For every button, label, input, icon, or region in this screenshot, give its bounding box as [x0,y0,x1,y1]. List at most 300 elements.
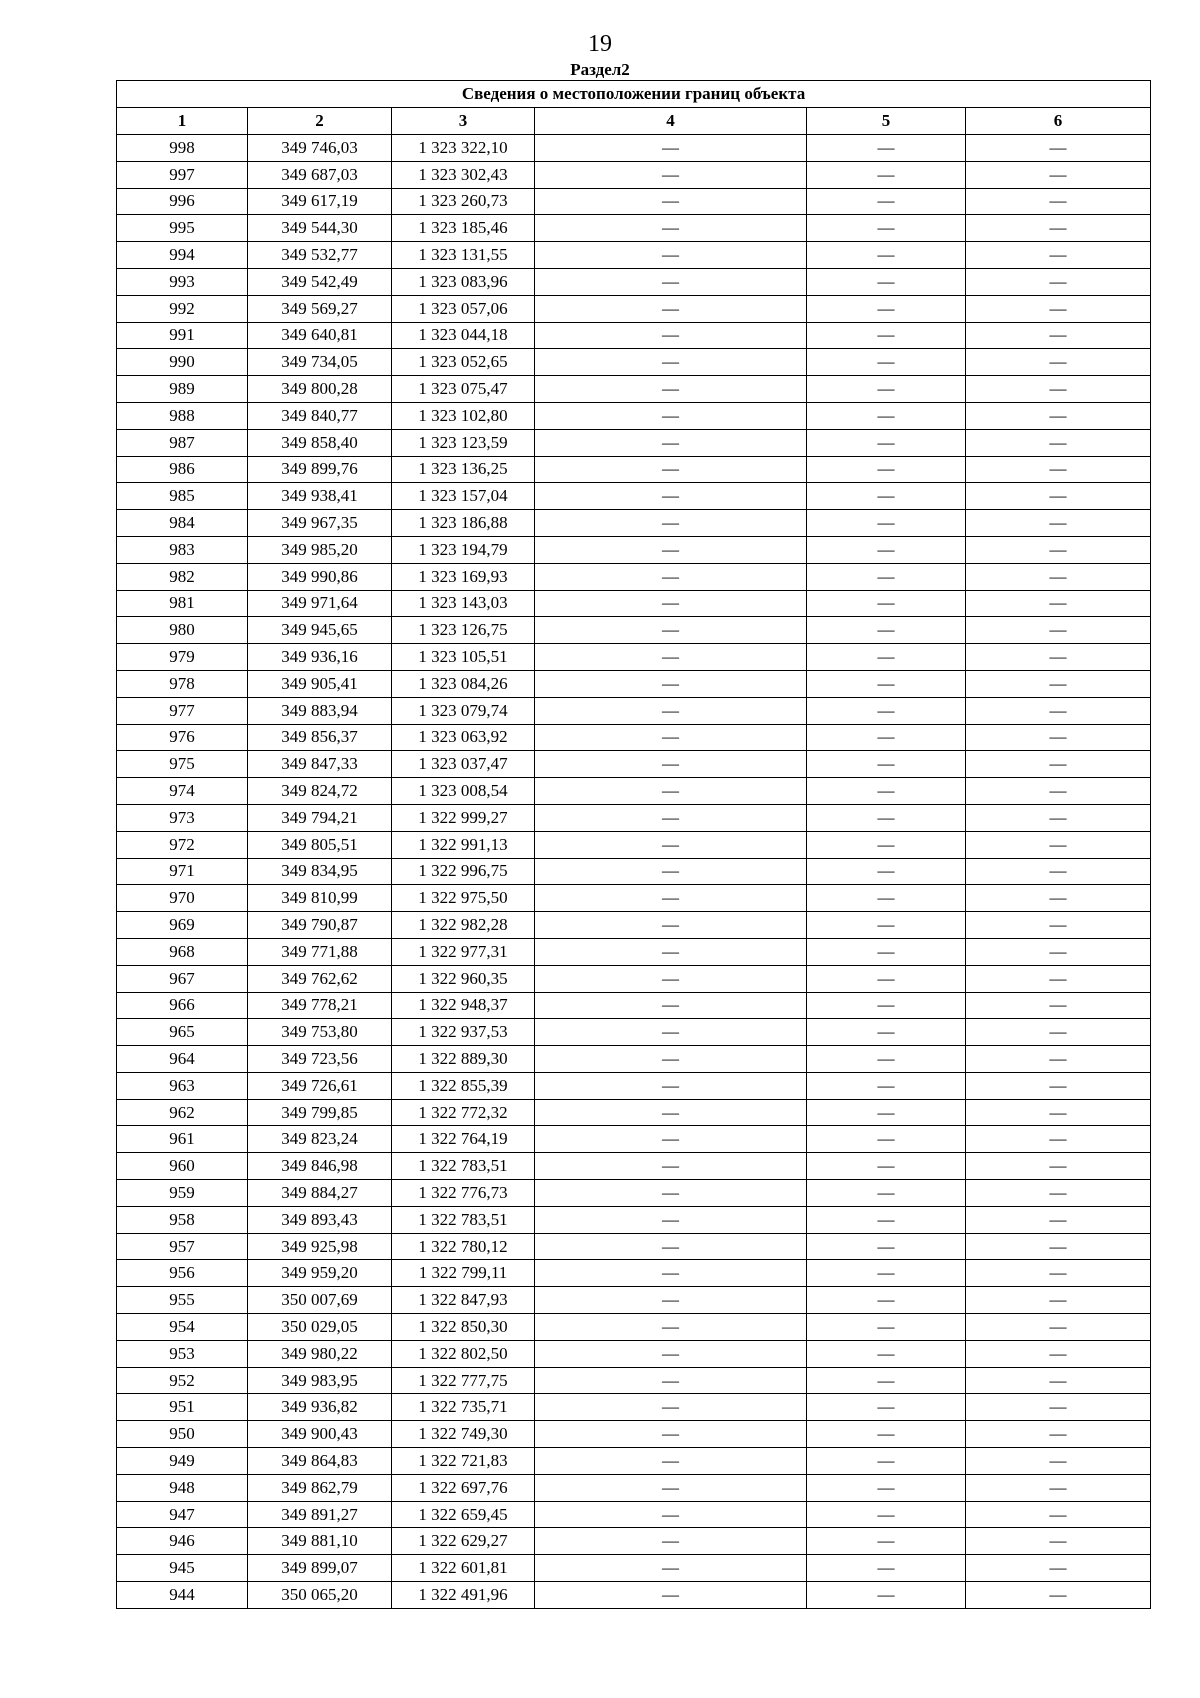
column-5-cell: — [807,295,966,322]
column-6-cell: — [966,242,1151,269]
column-6-cell: — [966,402,1151,429]
table-row [117,483,1151,510]
y-coordinate-cell: 1 322 996,75 [392,858,535,885]
point-number-cell: 997 [117,161,248,188]
y-coordinate-cell: 1 323 123,59 [392,429,535,456]
column-6-cell: — [966,322,1151,349]
x-coordinate-cell: 349 971,64 [248,590,392,617]
table-row [117,268,1151,295]
column-4-cell: — [535,751,807,778]
column-4-cell: — [535,617,807,644]
column-number-row [117,108,1151,135]
column-4-cell: — [535,268,807,295]
column-6-cell: — [966,590,1151,617]
table-row [117,992,1151,1019]
x-coordinate-cell: 349 980,22 [248,1340,392,1367]
column-number: 2 [248,108,392,135]
table-row [117,1180,1151,1207]
column-5-cell: — [807,1555,966,1582]
x-coordinate-cell: 349 847,33 [248,751,392,778]
table-row [117,349,1151,376]
column-5-cell: — [807,456,966,483]
column-number: 6 [966,108,1151,135]
column-4-cell: — [535,161,807,188]
table-title: Сведения о местоположении границ объекта [117,81,1151,108]
column-5-cell: — [807,751,966,778]
column-4-cell: — [535,295,807,322]
column-6-cell: — [966,912,1151,939]
point-number-cell: 971 [117,858,248,885]
x-coordinate-cell: 349 936,16 [248,644,392,671]
table-row [117,1233,1151,1260]
point-number-cell: 968 [117,938,248,965]
column-6-cell: — [966,510,1151,537]
column-6-cell: — [966,563,1151,590]
section-label: Раздел2 [570,60,630,79]
y-coordinate-cell: 1 322 783,51 [392,1153,535,1180]
column-6-cell: — [966,349,1151,376]
column-6-cell: — [966,617,1151,644]
column-4-cell: — [535,188,807,215]
y-coordinate-cell: 1 322 749,30 [392,1421,535,1448]
column-5-cell: — [807,1582,966,1609]
x-coordinate-cell: 349 640,81 [248,322,392,349]
column-6-cell: — [966,1126,1151,1153]
column-4-cell: — [535,1582,807,1609]
column-6-cell: — [966,135,1151,162]
column-6-cell: — [966,161,1151,188]
point-number-cell: 994 [117,242,248,269]
point-number-cell: 947 [117,1501,248,1528]
point-number-cell: 990 [117,349,248,376]
point-number-cell: 986 [117,456,248,483]
table-row [117,885,1151,912]
column-5-cell: — [807,590,966,617]
y-coordinate-cell: 1 323 075,47 [392,376,535,403]
column-6-cell: — [966,1287,1151,1314]
point-number-cell: 960 [117,1153,248,1180]
table-row [117,510,1151,537]
column-6-cell: — [966,778,1151,805]
point-number-cell: 985 [117,483,248,510]
table-row [117,402,1151,429]
table-row [117,938,1151,965]
x-coordinate-cell: 349 687,03 [248,161,392,188]
column-5-cell: — [807,188,966,215]
x-coordinate-cell: 349 905,41 [248,670,392,697]
x-coordinate-cell: 349 762,62 [248,965,392,992]
column-4-cell: — [535,1180,807,1207]
y-coordinate-cell: 1 323 044,18 [392,322,535,349]
point-number-cell: 974 [117,778,248,805]
column-5-cell: — [807,1421,966,1448]
column-5-cell: — [807,644,966,671]
table-row [117,1126,1151,1153]
point-number-cell: 978 [117,670,248,697]
column-5-cell: — [807,912,966,939]
column-5-cell: — [807,1206,966,1233]
y-coordinate-cell: 1 323 186,88 [392,510,535,537]
x-coordinate-cell: 349 805,51 [248,831,392,858]
column-6-cell: — [966,215,1151,242]
column-4-cell: — [535,1019,807,1046]
table-row [117,831,1151,858]
column-4-cell: — [535,349,807,376]
column-5-cell: — [807,1340,966,1367]
point-number-cell: 977 [117,697,248,724]
column-6-cell: — [966,992,1151,1019]
y-coordinate-cell: 1 322 850,30 [392,1314,535,1341]
point-number-cell: 981 [117,590,248,617]
column-5-cell: — [807,1394,966,1421]
column-6-cell: — [966,376,1151,403]
column-4-cell: — [535,135,807,162]
column-6-cell: — [966,804,1151,831]
column-6-cell: — [966,1233,1151,1260]
column-6-cell: — [966,1582,1151,1609]
column-5-cell: — [807,617,966,644]
table-row [117,644,1151,671]
point-number-cell: 989 [117,376,248,403]
point-number-cell: 991 [117,322,248,349]
column-5-cell: — [807,938,966,965]
column-4-cell: — [535,912,807,939]
y-coordinate-cell: 1 322 772,32 [392,1099,535,1126]
column-4-cell: — [535,402,807,429]
table-row [117,778,1151,805]
column-6-cell: — [966,1099,1151,1126]
column-5-cell: — [807,510,966,537]
y-coordinate-cell: 1 323 008,54 [392,778,535,805]
x-coordinate-cell: 349 936,82 [248,1394,392,1421]
point-number-cell: 964 [117,1046,248,1073]
column-4-cell: — [535,1099,807,1126]
column-6-cell: — [966,1260,1151,1287]
point-number-cell: 975 [117,751,248,778]
column-5-cell: — [807,1474,966,1501]
x-coordinate-cell: 349 834,95 [248,858,392,885]
x-coordinate-cell: 350 065,20 [248,1582,392,1609]
column-number: 5 [807,108,966,135]
column-5-cell: — [807,1448,966,1475]
point-number-cell: 972 [117,831,248,858]
point-number-cell: 966 [117,992,248,1019]
column-4-cell: — [535,644,807,671]
y-coordinate-cell: 1 322 999,27 [392,804,535,831]
y-coordinate-cell: 1 323 057,06 [392,295,535,322]
table-row [117,1287,1151,1314]
column-6-cell: — [966,1528,1151,1555]
column-5-cell: — [807,429,966,456]
table-row [117,456,1151,483]
y-coordinate-cell: 1 323 143,03 [392,590,535,617]
column-number: 1 [117,108,248,135]
column-4-cell: — [535,1474,807,1501]
column-6-cell: — [966,831,1151,858]
column-4-cell: — [535,1126,807,1153]
table-row [117,188,1151,215]
x-coordinate-cell: 349 726,61 [248,1072,392,1099]
point-number-cell: 946 [117,1528,248,1555]
table-row [117,751,1151,778]
x-coordinate-cell: 349 967,35 [248,510,392,537]
column-5-cell: — [807,563,966,590]
column-5-cell: — [807,1260,966,1287]
table-row [117,804,1151,831]
table-row [117,1582,1151,1609]
table-row [117,295,1151,322]
boundary-coordinates-table [116,80,1151,1609]
column-6-cell: — [966,885,1151,912]
y-coordinate-cell: 1 322 764,19 [392,1126,535,1153]
column-4-cell: — [535,590,807,617]
point-number-cell: 957 [117,1233,248,1260]
column-6-cell: — [966,670,1151,697]
column-6-cell: — [966,1474,1151,1501]
y-coordinate-cell: 1 322 948,37 [392,992,535,1019]
column-5-cell: — [807,965,966,992]
point-number-cell: 949 [117,1448,248,1475]
y-coordinate-cell: 1 322 735,71 [392,1394,535,1421]
x-coordinate-cell: 349 753,80 [248,1019,392,1046]
table-row [117,1260,1151,1287]
column-6-cell: — [966,456,1151,483]
column-4-cell: — [535,1287,807,1314]
point-number-cell: 976 [117,724,248,751]
y-coordinate-cell: 1 322 491,96 [392,1582,535,1609]
point-number-cell: 980 [117,617,248,644]
point-number-cell: 984 [117,510,248,537]
column-4-cell: — [535,831,807,858]
column-4-cell: — [535,1260,807,1287]
x-coordinate-cell: 349 532,77 [248,242,392,269]
y-coordinate-cell: 1 322 780,12 [392,1233,535,1260]
y-coordinate-cell: 1 322 960,35 [392,965,535,992]
table-row [117,1153,1151,1180]
column-number: 3 [392,108,535,135]
column-6-cell: — [966,1019,1151,1046]
column-4-cell: — [535,1528,807,1555]
y-coordinate-cell: 1 322 659,45 [392,1501,535,1528]
column-6-cell: — [966,1421,1151,1448]
x-coordinate-cell: 349 771,88 [248,938,392,965]
x-coordinate-cell: 349 846,98 [248,1153,392,1180]
point-number-cell: 983 [117,536,248,563]
column-4-cell: — [535,1233,807,1260]
table-row [117,1474,1151,1501]
x-coordinate-cell: 350 007,69 [248,1287,392,1314]
y-coordinate-cell: 1 322 991,13 [392,831,535,858]
x-coordinate-cell: 349 945,65 [248,617,392,644]
x-coordinate-cell: 349 746,03 [248,135,392,162]
y-coordinate-cell: 1 322 847,93 [392,1287,535,1314]
y-coordinate-cell: 1 323 157,04 [392,483,535,510]
column-4-cell: — [535,563,807,590]
table-row [117,322,1151,349]
column-6-cell: — [966,697,1151,724]
x-coordinate-cell: 349 778,21 [248,992,392,1019]
column-5-cell: — [807,1180,966,1207]
point-number-cell: 992 [117,295,248,322]
table-row [117,697,1151,724]
point-number-cell: 967 [117,965,248,992]
column-6-cell: — [966,1555,1151,1582]
x-coordinate-cell: 349 899,07 [248,1555,392,1582]
point-number-cell: 993 [117,268,248,295]
table-row [117,376,1151,403]
y-coordinate-cell: 1 323 052,65 [392,349,535,376]
column-5-cell: — [807,885,966,912]
y-coordinate-cell: 1 323 105,51 [392,644,535,671]
y-coordinate-cell: 1 322 783,51 [392,1206,535,1233]
column-4-cell: — [535,858,807,885]
column-5-cell: — [807,1126,966,1153]
column-4-cell: — [535,456,807,483]
y-coordinate-cell: 1 322 629,27 [392,1528,535,1555]
point-number-cell: 979 [117,644,248,671]
y-coordinate-cell: 1 323 185,46 [392,215,535,242]
column-5-cell: — [807,1046,966,1073]
column-number: 4 [535,108,807,135]
column-5-cell: — [807,402,966,429]
column-6-cell: — [966,1314,1151,1341]
column-5-cell: — [807,536,966,563]
point-number-cell: 970 [117,885,248,912]
table-row [117,563,1151,590]
column-4-cell: — [535,938,807,965]
x-coordinate-cell: 349 983,95 [248,1367,392,1394]
x-coordinate-cell: 349 542,49 [248,268,392,295]
column-5-cell: — [807,1072,966,1099]
table-row [117,617,1151,644]
y-coordinate-cell: 1 323 169,93 [392,563,535,590]
y-coordinate-cell: 1 322 937,53 [392,1019,535,1046]
x-coordinate-cell: 349 884,27 [248,1180,392,1207]
column-6-cell: — [966,429,1151,456]
table-row [117,1448,1151,1475]
x-coordinate-cell: 349 891,27 [248,1501,392,1528]
x-coordinate-cell: 349 893,43 [248,1206,392,1233]
column-6-cell: — [966,188,1151,215]
table-row [117,1528,1151,1555]
column-5-cell: — [807,992,966,1019]
point-number-cell: 945 [117,1555,248,1582]
table-row [117,1072,1151,1099]
column-4-cell: — [535,697,807,724]
column-4-cell: — [535,804,807,831]
point-number-cell: 950 [117,1421,248,1448]
table-row [117,858,1151,885]
column-4-cell: — [535,483,807,510]
column-6-cell: — [966,724,1151,751]
page-number: 19 [588,31,612,57]
y-coordinate-cell: 1 322 777,75 [392,1367,535,1394]
table-row [117,1206,1151,1233]
column-5-cell: — [807,1153,966,1180]
column-6-cell: — [966,1206,1151,1233]
column-5-cell: — [807,778,966,805]
column-4-cell: — [535,885,807,912]
y-coordinate-cell: 1 322 697,76 [392,1474,535,1501]
y-coordinate-cell: 1 322 982,28 [392,912,535,939]
column-6-cell: — [966,1448,1151,1475]
column-4-cell: — [535,778,807,805]
table-row [117,1046,1151,1073]
point-number-cell: 954 [117,1314,248,1341]
point-number-cell: 951 [117,1394,248,1421]
column-4-cell: — [535,1394,807,1421]
column-4-cell: — [535,1314,807,1341]
column-6-cell: — [966,858,1151,885]
column-5-cell: — [807,161,966,188]
column-4-cell: — [535,510,807,537]
point-number-cell: 969 [117,912,248,939]
table-row [117,242,1151,269]
x-coordinate-cell: 349 858,40 [248,429,392,456]
y-coordinate-cell: 1 323 126,75 [392,617,535,644]
column-6-cell: — [966,1153,1151,1180]
column-4-cell: — [535,992,807,1019]
table-row [117,536,1151,563]
table-row [117,912,1151,939]
column-6-cell: — [966,268,1151,295]
y-coordinate-cell: 1 322 975,50 [392,885,535,912]
column-6-cell: — [966,965,1151,992]
x-coordinate-cell: 349 794,21 [248,804,392,831]
point-number-cell: 944 [117,1582,248,1609]
column-4-cell: — [535,215,807,242]
column-4-cell: — [535,1206,807,1233]
y-coordinate-cell: 1 322 721,83 [392,1448,535,1475]
y-coordinate-cell: 1 323 083,96 [392,268,535,295]
table-row [117,215,1151,242]
table-row [117,1340,1151,1367]
table-row [117,724,1151,751]
table-row [117,161,1151,188]
point-number-cell: 948 [117,1474,248,1501]
point-number-cell: 987 [117,429,248,456]
column-4-cell: — [535,242,807,269]
point-number-cell: 965 [117,1019,248,1046]
column-4-cell: — [535,1421,807,1448]
column-5-cell: — [807,349,966,376]
column-6-cell: — [966,938,1151,965]
column-6-cell: — [966,1180,1151,1207]
table-row [117,1421,1151,1448]
point-number-cell: 953 [117,1340,248,1367]
x-coordinate-cell: 349 985,20 [248,536,392,563]
y-coordinate-cell: 1 323 084,26 [392,670,535,697]
column-4-cell: — [535,724,807,751]
column-5-cell: — [807,268,966,295]
table-row [117,1555,1151,1582]
column-4-cell: — [535,1046,807,1073]
table-row [117,1367,1151,1394]
point-number-cell: 961 [117,1126,248,1153]
x-coordinate-cell: 349 790,87 [248,912,392,939]
y-coordinate-cell: 1 323 194,79 [392,536,535,563]
column-4-cell: — [535,536,807,563]
x-coordinate-cell: 349 544,30 [248,215,392,242]
x-coordinate-cell: 349 840,77 [248,402,392,429]
y-coordinate-cell: 1 323 131,55 [392,242,535,269]
x-coordinate-cell: 349 959,20 [248,1260,392,1287]
column-5-cell: — [807,858,966,885]
y-coordinate-cell: 1 323 136,25 [392,456,535,483]
column-4-cell: — [535,1555,807,1582]
column-5-cell: — [807,1367,966,1394]
table-row [117,670,1151,697]
